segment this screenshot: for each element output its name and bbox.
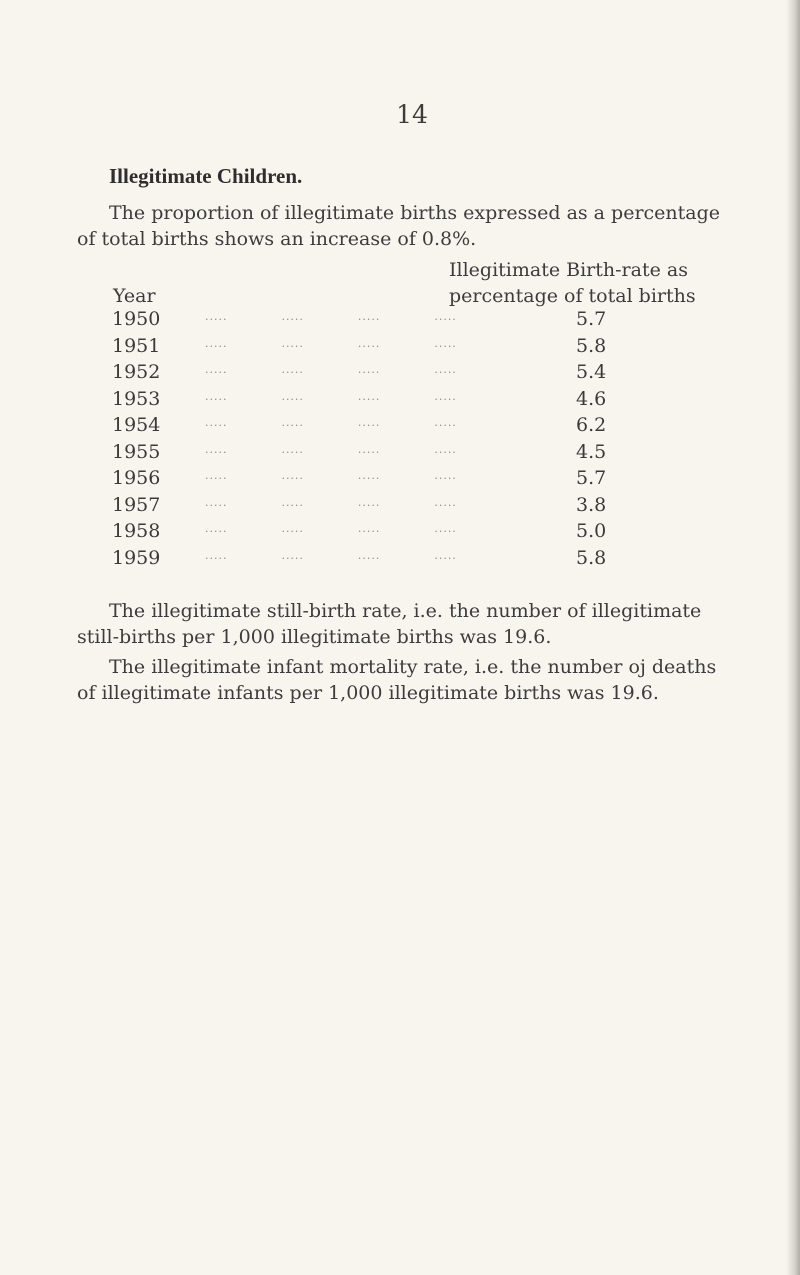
table-row (109, 333, 619, 360)
table-row (109, 492, 619, 519)
rate-cell: 6.2 (576, 414, 607, 436)
rate-cell: 5.0 (576, 520, 607, 542)
column-header-rate-line2: percentage of total births (449, 285, 696, 307)
dot-leaders: ..... ..... ..... ..... (205, 469, 457, 482)
dot-leaders: ..... ..... ..... ..... (205, 522, 457, 535)
year-cell: 1950 (112, 308, 161, 330)
table-row (109, 439, 619, 466)
section-heading: Illegitimate Children. (109, 164, 303, 188)
table-row (109, 412, 619, 439)
column-header-rate-line1: Illegitimate Birth-rate as (449, 259, 688, 281)
rate-cell: 5.4 (576, 361, 607, 383)
rate-cell: 4.5 (576, 440, 607, 463)
rate-cell: 5.8 (576, 334, 607, 357)
dot-leaders: ..... ..... ..... ..... (205, 416, 457, 429)
table-row (109, 359, 619, 386)
year-cell: 1958 (112, 520, 161, 542)
year-cell: 1955 (112, 440, 161, 463)
intro-paragraph (77, 200, 737, 252)
table-row (109, 518, 619, 545)
page-edge-shadow (786, 0, 800, 1275)
year-cell: 1952 (112, 361, 161, 383)
column-header-year: Year (113, 285, 156, 307)
stillbirth-paragraph (77, 598, 737, 650)
column-header-rate (449, 257, 714, 309)
rate-cell: 3.8 (576, 493, 607, 516)
mortality-text: The illegitimate infant mortality rate, i.e. the number oj deaths of illegitimate infants per 1,000 illegitimate births was 19.6. (77, 656, 717, 704)
rate-cell: 5.7 (576, 308, 607, 330)
year-cell: 1959 (112, 546, 161, 569)
table-row (109, 465, 619, 492)
rate-cell: 5.7 (576, 467, 607, 489)
table-row (109, 386, 619, 413)
year-cell: 1954 (112, 414, 161, 436)
dot-leaders: ..... ..... ..... ..... (205, 442, 457, 456)
year-cell: 1956 (112, 467, 161, 489)
year-cell: 1953 (112, 387, 161, 410)
dot-leaders: ..... ..... ..... ..... (205, 389, 457, 403)
mortality-paragraph (77, 654, 737, 706)
dot-leaders: ..... ..... ..... ..... (205, 548, 457, 562)
birth-rate-table (109, 306, 619, 571)
rate-cell: 5.8 (576, 546, 607, 569)
dot-leaders: ..... ..... ..... ..... (205, 310, 457, 323)
dot-leaders: ..... ..... ..... ..... (205, 336, 457, 350)
year-cell: 1957 (112, 493, 161, 516)
page-number: 14 (396, 100, 428, 129)
dot-leaders: ..... ..... ..... ..... (205, 495, 457, 509)
dot-leaders: ..... ..... ..... ..... (205, 363, 457, 376)
table-row (109, 545, 619, 572)
stillbirth-text: The illegitimate still-birth rate, i.e. the number of illegitimate still-births per 1,000 illegitimate births was 19.6. (77, 600, 702, 648)
year-cell: 1951 (112, 334, 161, 357)
intro-text: The proportion of illegitimate births expressed as a percentage of total births shows an increase of 0.8%. (77, 202, 721, 250)
rate-cell: 4.6 (576, 387, 607, 410)
table-row (109, 306, 619, 333)
